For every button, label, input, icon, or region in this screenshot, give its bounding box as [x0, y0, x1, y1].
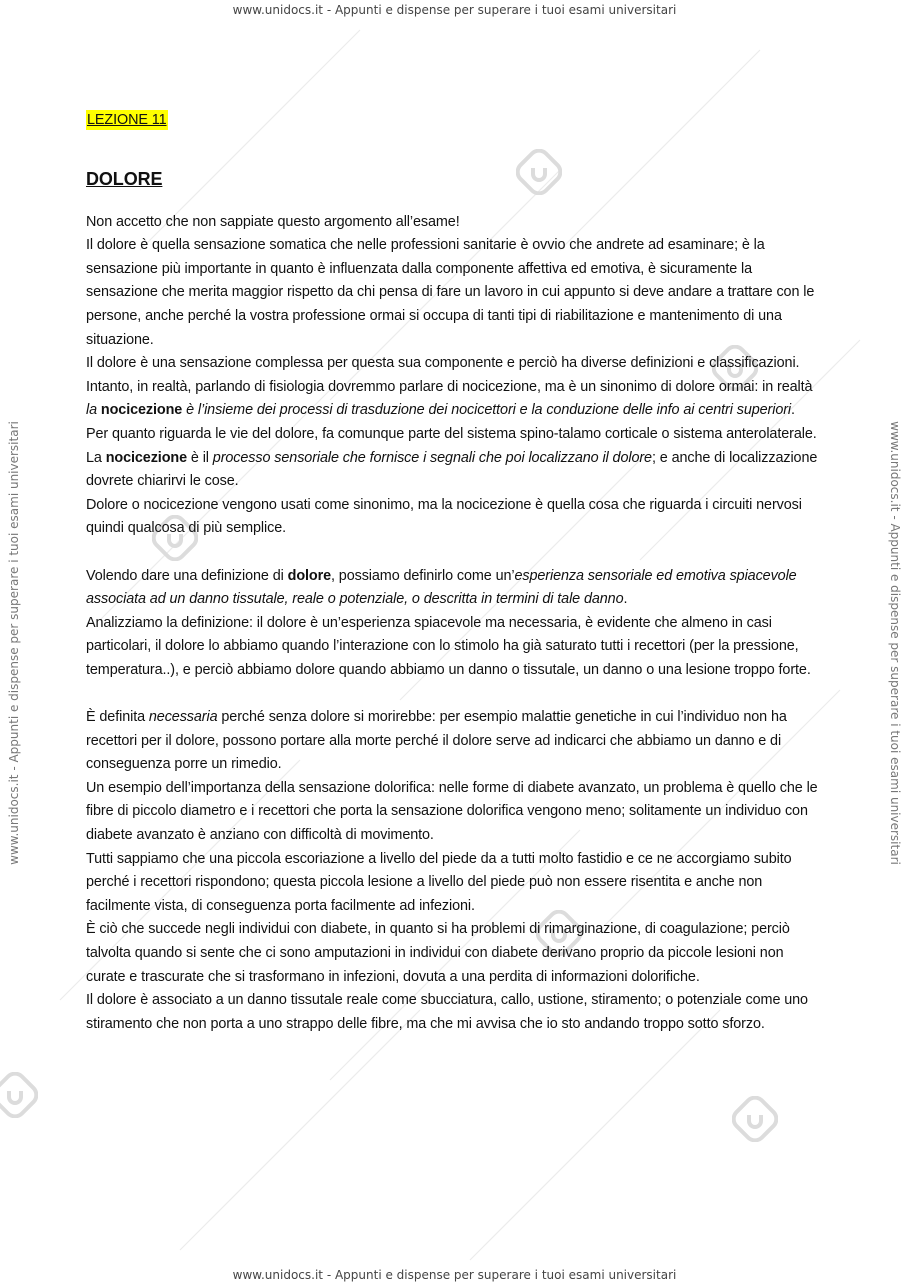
italic-run: è l’insieme dei processi di trasduzione dei nocicettori e la conduzione delle info ai centri superiori [182, 402, 792, 419]
text-run: . [623, 591, 628, 608]
watermark-side-right: www.unidocs.it - Appunti e dispense per superare i tuoi esami universitari [888, 421, 902, 865]
unidocs-logo-icon [0, 1072, 38, 1118]
paragraph [86, 447, 826, 494]
unidocs-logo-icon [732, 1096, 778, 1142]
paragraph [86, 565, 826, 612]
italic-run: processo sensoriale che fornisce i segnali che poi localizzano il dolore [212, 449, 652, 466]
paragraph: Analizziamo la definizione: il dolore è un’esperienza spiacevole ma necessaria, è evidente che almeno in casi particolari, il dolore lo abbiamo quando l’interazione con lo stimolo ha già saturato tutti i recettori (per la pressione, temperatura..), e perciò abbiamo dolore quando abbiamo un danno o tissutale, un danno o una lesione troppo forte. [86, 614, 811, 678]
bold-term: nocicezione [100, 402, 183, 419]
italic-run: necessaria [148, 709, 218, 726]
document-body [86, 109, 826, 1036]
paragraph [86, 376, 826, 423]
paragraph: È ciò che succede negli individui con diabete, in quanto si ha problemi di rimarginazione, di coagulazione; perciò talvolta quando si sente che ci sono amputazioni in individui con diabete derivano proprio da piccole lesioni non curate e trascurate che si trasformano in infezioni, dovuta a una perdita di informazioni dolorifiche. [86, 921, 790, 985]
watermark-header: www.unidocs.it - Appunti e dispense per superare i tuoi esami universitari [232, 3, 677, 17]
paragraph: Non accetto che non sappiate questo argomento all’esame! [86, 213, 460, 230]
paragraph: Dolore o nocicezione vengono usati come sinonimo, ma la nocicezione è quella cosa che riguarda i circuiti nervosi quindi qualcosa di più semplice. [86, 496, 802, 537]
text-run: Volendo dare una definizione di [86, 567, 288, 584]
text-run: ; e anche di localizzazione dovrete chiarirvi le cose. [86, 449, 818, 490]
page-title: DOLORE [86, 168, 163, 189]
italic-run: la [86, 402, 101, 419]
paragraph: Un esempio dell’importanza della sensazione dolorifica: nelle forme di diabete avanzato, un problema è quello che le fibre di piccolo diametro e i recettori che porta la sensazione dolorifica vengono meno; solitamente un individuo con diabete avanzato è anziano con difficoltà di movimento. [86, 779, 818, 844]
text-run: È definita [86, 709, 149, 726]
watermark-side-left: www.unidocs.it - Appunti e dispense per superare i tuoi esami universitari [7, 421, 21, 865]
text-run: . [791, 402, 795, 419]
text-run: La [86, 449, 106, 466]
italic-run: esperienza sensoriale ed emotiva spiacevole associata ad un danno tissutale, reale o potenziale, o descritta in termini di tale danno [86, 567, 797, 608]
paragraph: Per quanto riguarda le vie del dolore, fa comunque parte del sistema spino-talamo corticale o sistema anterolaterale. [86, 425, 817, 442]
paragraph: Il dolore è una sensazione complessa per questa sua componente e perciò ha diverse definizioni e classificazioni. [86, 355, 800, 372]
text-run: perché senza dolore si morirebbe: per esempio malattie genetiche in cui l’individuo non ha recettori per il dolore, possono portare alla morte perché il dolore serve ad indicarci che abbiamo un danno e di conseguenza porre un rimedio. [86, 709, 787, 773]
text-run: è il [187, 449, 213, 466]
paragraphs [86, 211, 826, 1037]
paragraph: Il dolore è quella sensazione somatica che nelle professioni sanitarie è ovvio che andrete ad esaminare; è la sensazione più importante in quanto è influenzata dalla componente affettiva ed emotiva, è sicuramente la sensazione che merita maggior rispetto da chi pensa di fare un lavoro in cui appunto si deve andare a trattare con le persone, anche perché la vostra professione ormai si occupa di tanti tipi di riabilitazione e mantenimento di una situazione. [86, 237, 815, 348]
watermark-footer: www.unidocs.it - Appunti e dispense per superare i tuoi esami universitari [232, 1268, 677, 1282]
text-run: , possiamo definirlo come un’ [331, 567, 515, 584]
bold-term: nocicezione [105, 449, 187, 466]
text-run: Intanto, in realtà, parlando di fisiologia dovremmo parlare di nocicezione, ma è un sinonimo di dolore ormai: in realtà [86, 378, 813, 395]
paragraph: Tutti sappiamo che una piccola escoriazione a livello del piede da a tutti molto fastidio e ce ne accorgiamo subito perché i recettori rispondono; questa piccola lesione a livello del piede può non essere risentita e anche non facilmente vista, di conseguenza porta facilmente ad infezioni. [86, 850, 792, 914]
bold-term: dolore [287, 567, 332, 584]
paragraph: Il dolore è associato a un danno tissutale reale come sbucciatura, callo, ustione, stiramento; o potenziale come uno stiramento che non porta a uno strappo delle fibre, ma che mi avvisa che io sto andando troppo sotto sforzo. [86, 992, 808, 1032]
lesson-label: LEZIONE 11 [87, 112, 167, 128]
paragraph [86, 706, 826, 777]
